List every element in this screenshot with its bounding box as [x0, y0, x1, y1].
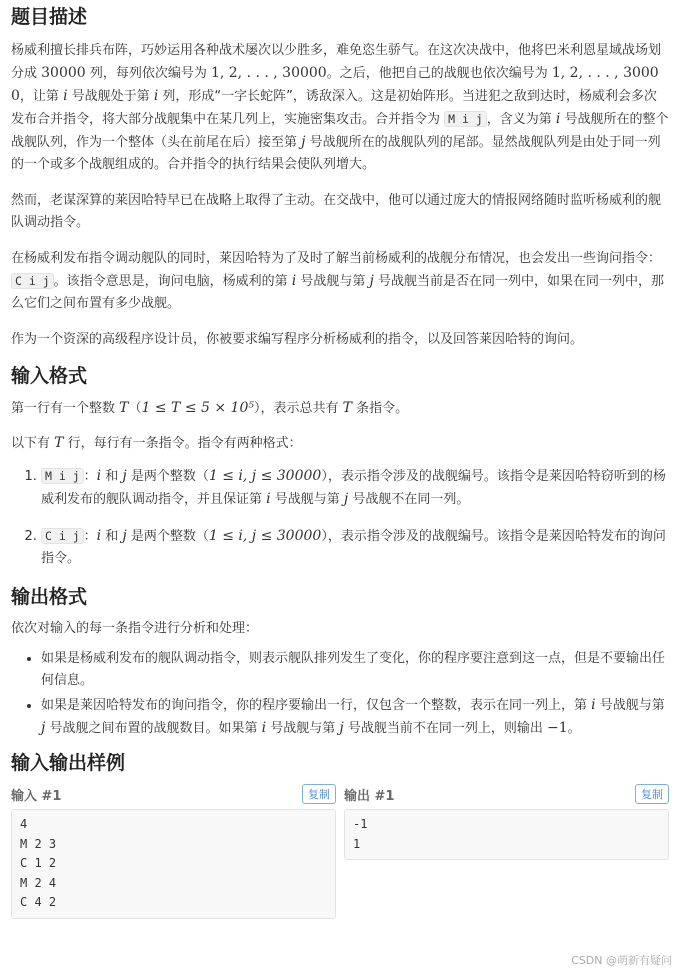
code-line: M 2 4	[20, 875, 57, 890]
code-line: 4	[20, 817, 28, 831]
list-item: 2. C i j ：i 和 j 是两个整数（1 ≤ i, j ≤ 30000），表示指令涉及的战舰编号。该指令是莱因哈特发布的询问指令。	[41, 525, 669, 570]
copy-input-button[interactable]: 复制	[302, 784, 336, 804]
output-format-paragraph: 依次对输入的每一条指令进行分析和处理：	[11, 621, 259, 636]
query-command-code: C i j	[11, 273, 54, 289]
code-line: C 4 2	[20, 895, 57, 909]
description-paragraph-2: 然而，老谋深算的莱因哈特早已在战略上取得了主动。在交战中，他可以通过庞大的情报网络随时监听杨威利的舰队调动指令。	[11, 193, 662, 230]
description-paragraph-3: 在杨威利发布指令调动舰队的同时，莱因哈特为了及时了解当前杨威利的战舰分布情况，也会发出一些询问指令：C i j 。该指令意思是，询问电脑，杨威利的第 i 号战舰与第 j 号战舰当前是否在同一列中，如果在同一列中，那么它们之间布置有多少战舰。	[11, 251, 664, 311]
list-item: • 如果是莱因哈特发布的询问指令，你的程序要输出一行，仅包含一个整数，表示在同一列上，第 i 号战舰与第 j 号战舰之间布置的战舰数目。如果第 i 号战舰与第 j 号战舰当前不在同一列上，则输出 −1。	[41, 694, 669, 740]
problem-page	[0, 4, 680, 919]
sample-output	[344, 782, 669, 919]
merge-command-code: M i j	[444, 111, 487, 127]
code-line: C 1 2	[20, 856, 57, 870]
samples-heading: 输入输出样例	[11, 752, 126, 774]
sample-output-title: 输出 #1	[344, 788, 395, 804]
code-line: -1	[353, 817, 368, 831]
sample-input-title: 输入 #1	[11, 788, 62, 804]
samples-container	[11, 782, 669, 919]
list-item: 1. M i j ：i 和 j 是两个整数（1 ≤ i, j ≤ 30000），表示指令涉及的战舰编号。该指令是莱因哈特窃听到的杨威利发布的舰队调动指令，并且保证第 i 号战舰与第 j 号战舰不在同一列。	[41, 465, 669, 511]
description-paragraph-1: 杨威利擅长排兵布阵，巧妙运用各种战术屡次以少胜多，难免恣生骄气。在这次决战中，他将巴米利恩星域战场划分成 30000 列，每列依次编号为 1, 2, . . . , 30000。之后，他把自己的战舰也依次编号为 1, 2, . . . , 30000，让第 i 号战舰处于第 i 列，形成“一字长蛇阵”，诱敌深入。这是初始阵形。当进犯之敌到达时，杨威利会多次发布合并指令，将大部分战舰集中在某几列上，实施密集攻击。合并指令为 M i j ，含义为第 i 号战舰所在的整个战舰队列，作为一个整体（头在前尾在后）接至第 j 号战舰所在的战舰队列的尾部。显然战舰队列是由处于同一列的一个或多个战舰组成的。合并指令的执行结果会使队列增大。	[11, 43, 669, 172]
input-format-paragraph-1: 第一行有一个整数 T（1 ≤ T ≤ 5 × 10⁵），表示总共有 T 条指令。	[11, 400, 409, 416]
sample-input	[11, 782, 336, 919]
output-rules-list	[11, 648, 669, 740]
input-format-heading: 输入格式	[11, 365, 88, 387]
csdn-watermark: CSDN @萌新有疑问	[571, 954, 672, 967]
sample-output-code	[344, 809, 669, 860]
description-paragraph-4: 作为一个资深的高级程序设计员，你被要求编写程序分析杨威利的指令，以及回答莱因哈特的询问。	[11, 332, 584, 347]
copy-output-button[interactable]: 复制	[635, 784, 669, 804]
list-item: • 如果是杨威利发布的舰队调动指令，则表示舰队排列发生了变化，你的程序要注意到这一点，但是不要输出任何信息。	[41, 648, 669, 692]
command-format-list	[11, 465, 669, 570]
input-format-paragraph-2: 以下有 T 行，每行有一条指令。指令有两种格式：	[11, 435, 302, 451]
code-line: M 2 3	[20, 836, 57, 851]
output-format-heading: 输出格式	[11, 586, 88, 608]
description-heading: 题目描述	[11, 6, 88, 28]
sample-input-code	[11, 809, 336, 919]
code-line: 1	[353, 836, 361, 851]
